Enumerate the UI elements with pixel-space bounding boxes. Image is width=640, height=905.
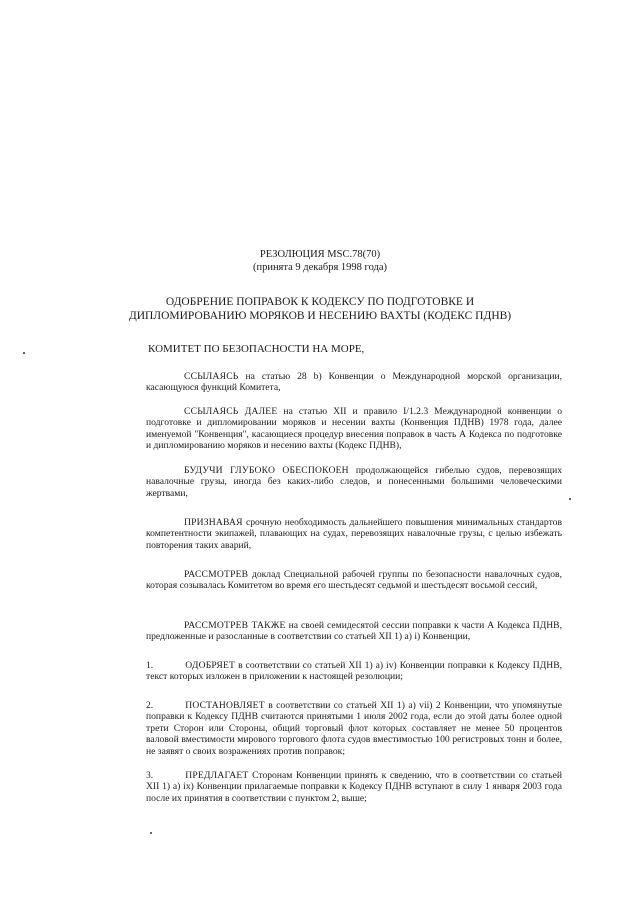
preamble-paragraph-3	[146, 465, 562, 499]
operative-paragraph-2	[146, 700, 562, 757]
preamble-keyword: РАССМОТРЕВ ТАКЖЕ	[184, 620, 286, 631]
operative-keyword: ПОСТАНОВЛЯЕТ	[185, 700, 265, 711]
preamble-paragraph-6	[146, 620, 562, 643]
preamble-text: на своей семидесятой сессии поправки к части А Кодекса ПДНВ, предложенные и разосланные в соответствии со статьей XII 1) a) i) Конвенции,	[146, 620, 562, 643]
paragraph-number: 3.	[146, 770, 154, 781]
operative-text: Сторонам Конвенции принять к сведению, что в соответствии со статьей XII 1) a) ix) Конвенции прилагаемые поправки к Кодексу ПДНВ вступают в силу 1 января 2003 года после их принятия в соответствии с пунктом 2, выше;	[146, 770, 562, 804]
preamble-keyword: ПРИЗНАВАЯ	[184, 517, 243, 528]
scan-speck	[150, 832, 152, 834]
operative-text: в соответствии со статьей XII 1) a) iv) Конвенции поправки к Кодексу ПДНВ, текст которых изложен в приложении к настоящей резолюции;	[146, 660, 562, 683]
operative-text: в соответствии со статьей XII 1) a) vii) 2 Конвенции, что упомянутые поправки к Кодексу ПДНВ считаются принятыми 1 июля 2002 года, если до этой даты более одной трети Сторон или Стороны, общий торговый флот которых составляет не менее 50 процентов валовой вместимости мирового торгового флота судов вместимостью 100 регистровых тонн и более, не заявят о своих возражениях против поправок;	[146, 700, 562, 757]
preamble-paragraph-4	[146, 517, 562, 551]
paragraph-number: 2.	[146, 700, 154, 711]
preamble-text: на статью 28 b) Конвенции о Международной морской организации, касающуюся функций Комитета,	[146, 371, 562, 394]
preamble-text: срочную необходимость дальнейшего повышения минимальных стандартов компетентности экипажей, плавающих на судах, перевозящих навалочные грузы, с целью избежать повторения таких аварий,	[146, 517, 562, 551]
operative-keyword: ПРЕДЛАГАЕТ	[185, 770, 249, 781]
operative-paragraph-3	[146, 770, 562, 804]
resolution-title-line-1: ОДОБРЕНИЕ ПОПРАВОК К КОДЕКСУ ПО ПОДГОТОВКЕ И	[165, 296, 475, 308]
preamble-text: на статью XII и правило I/1.2.3 Международной конвенции о подготовке и дипломировании моряков и несении вахты (Конвенция ПДНВ) 1978 года, далее именуемой "Конвенция", касающиеся процедур внесения поправок в часть А Кодекса по подготовке и дипломированию моряков и несению вахты (Кодекс ПДНВ),	[146, 406, 562, 452]
preamble-keyword: ССЫЛАЯСЬ ДАЛЕЕ	[184, 406, 278, 417]
addressee: КОМИТЕТ ПО БЕЗОПАСНОСТИ НА МОРЕ,	[148, 343, 365, 355]
scan-speck	[23, 352, 25, 354]
operative-paragraph-1	[146, 660, 562, 683]
resolution-title-line-2: ДИПЛОМИРОВАНИЮ МОРЯКОВ И НЕСЕНИЮ ВАХТЫ (КОДЕКС ПДНВ)	[128, 310, 512, 322]
preamble-keyword: РАССМОТРЕВ	[184, 569, 249, 580]
adoption-date: (принята 9 декабря 1998 года)	[252, 262, 388, 273]
scan-speck	[569, 498, 571, 500]
preamble-keyword: ССЫЛАЯСЬ	[184, 371, 239, 382]
preamble-text: доклад Специальной рабочей группы по безопасности навалочных судов, которая созывалась Комитетом во время его шестьдесят седьмой и шестьдесят восьмой сессий,	[146, 569, 562, 592]
preamble-text: продолжающейся гибелью судов, перевозящих навалочные грузы, иногда без каких-либо следов, и понесенными большими человеческими жертвами,	[146, 465, 562, 499]
resolution-number: РЕЗОЛЮЦИЯ MSC.78(70)	[259, 249, 381, 260]
preamble-paragraph-1	[146, 371, 562, 394]
preamble-paragraph-2	[146, 406, 562, 452]
preamble-keyword: БУДУЧИ ГЛУБОКО ОБЕСПОКОЕН	[184, 465, 349, 476]
operative-keyword: ОДОБРЯЕТ	[185, 660, 236, 671]
preamble-paragraph-5	[146, 569, 562, 592]
paragraph-number: 1.	[146, 660, 154, 671]
